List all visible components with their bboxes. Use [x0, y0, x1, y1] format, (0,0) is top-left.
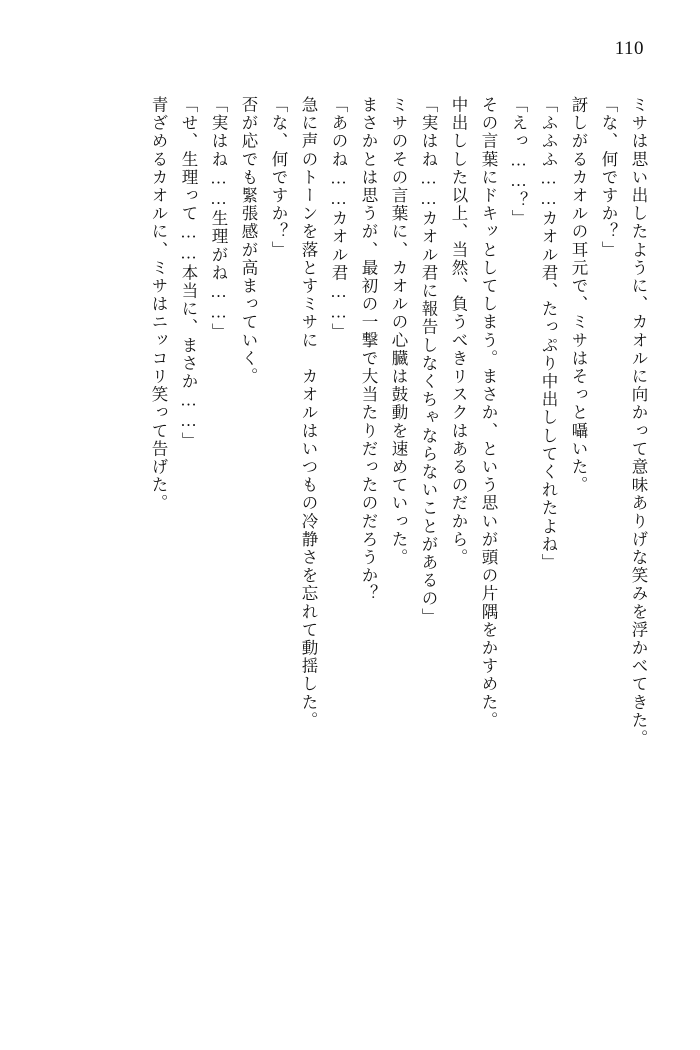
text-line: ミサのその言葉に、カオルの心臓は鼓動を速めていった。 [389, 96, 408, 567]
text-line: 「実はね……カオル君に報告しなくちゃならないことがあるの」 [419, 96, 438, 626]
text-line: まさかとは思うが、最初の一撃で大当たりだったのだろうか？ [359, 96, 378, 603]
text-line: 「あのね……カオル君……」 [329, 96, 348, 342]
text-line: 「ふふふ……カオル君、たっぷり中出ししてくれたよね」 [539, 96, 558, 572]
text-line: 「えっ……？」 [509, 96, 528, 228]
text-line: 「な、何ですか？」 [269, 96, 288, 259]
text-line: 否が応でも緊張感が高まっていく。 [239, 96, 258, 386]
text-line: 「な、何ですか？」 [599, 96, 618, 259]
text-line: 青ざめるカオルに、ミサはニッコリ笑って告げた。 [149, 96, 168, 513]
text-line: 急に声のトーンを落とすミサに カオルはいつもの冷静さを忘れて動揺した。 [299, 96, 318, 730]
text-line: その言葉にドキッとしてしまう。まさか、という思いが頭の片隅をかすめた。 [479, 96, 498, 730]
text-line: 訝しがるカオルの耳元で、ミサはそっと囁いた。 [569, 96, 588, 495]
page-number: 110 [614, 38, 644, 59]
vertical-body-text [54, 96, 646, 1004]
text-line: ミサは思い出したように、カオルに向かって意味ありげな笑みを浮かべてきた。 [629, 96, 648, 748]
text-line: 中出しした以上、当然、負うべきリスクはあるのだから。 [449, 96, 468, 567]
text-line: 「せ、生理って……本当に、まさか……」 [179, 96, 198, 450]
text-line: 「実はね……生理がね……」 [209, 96, 228, 342]
